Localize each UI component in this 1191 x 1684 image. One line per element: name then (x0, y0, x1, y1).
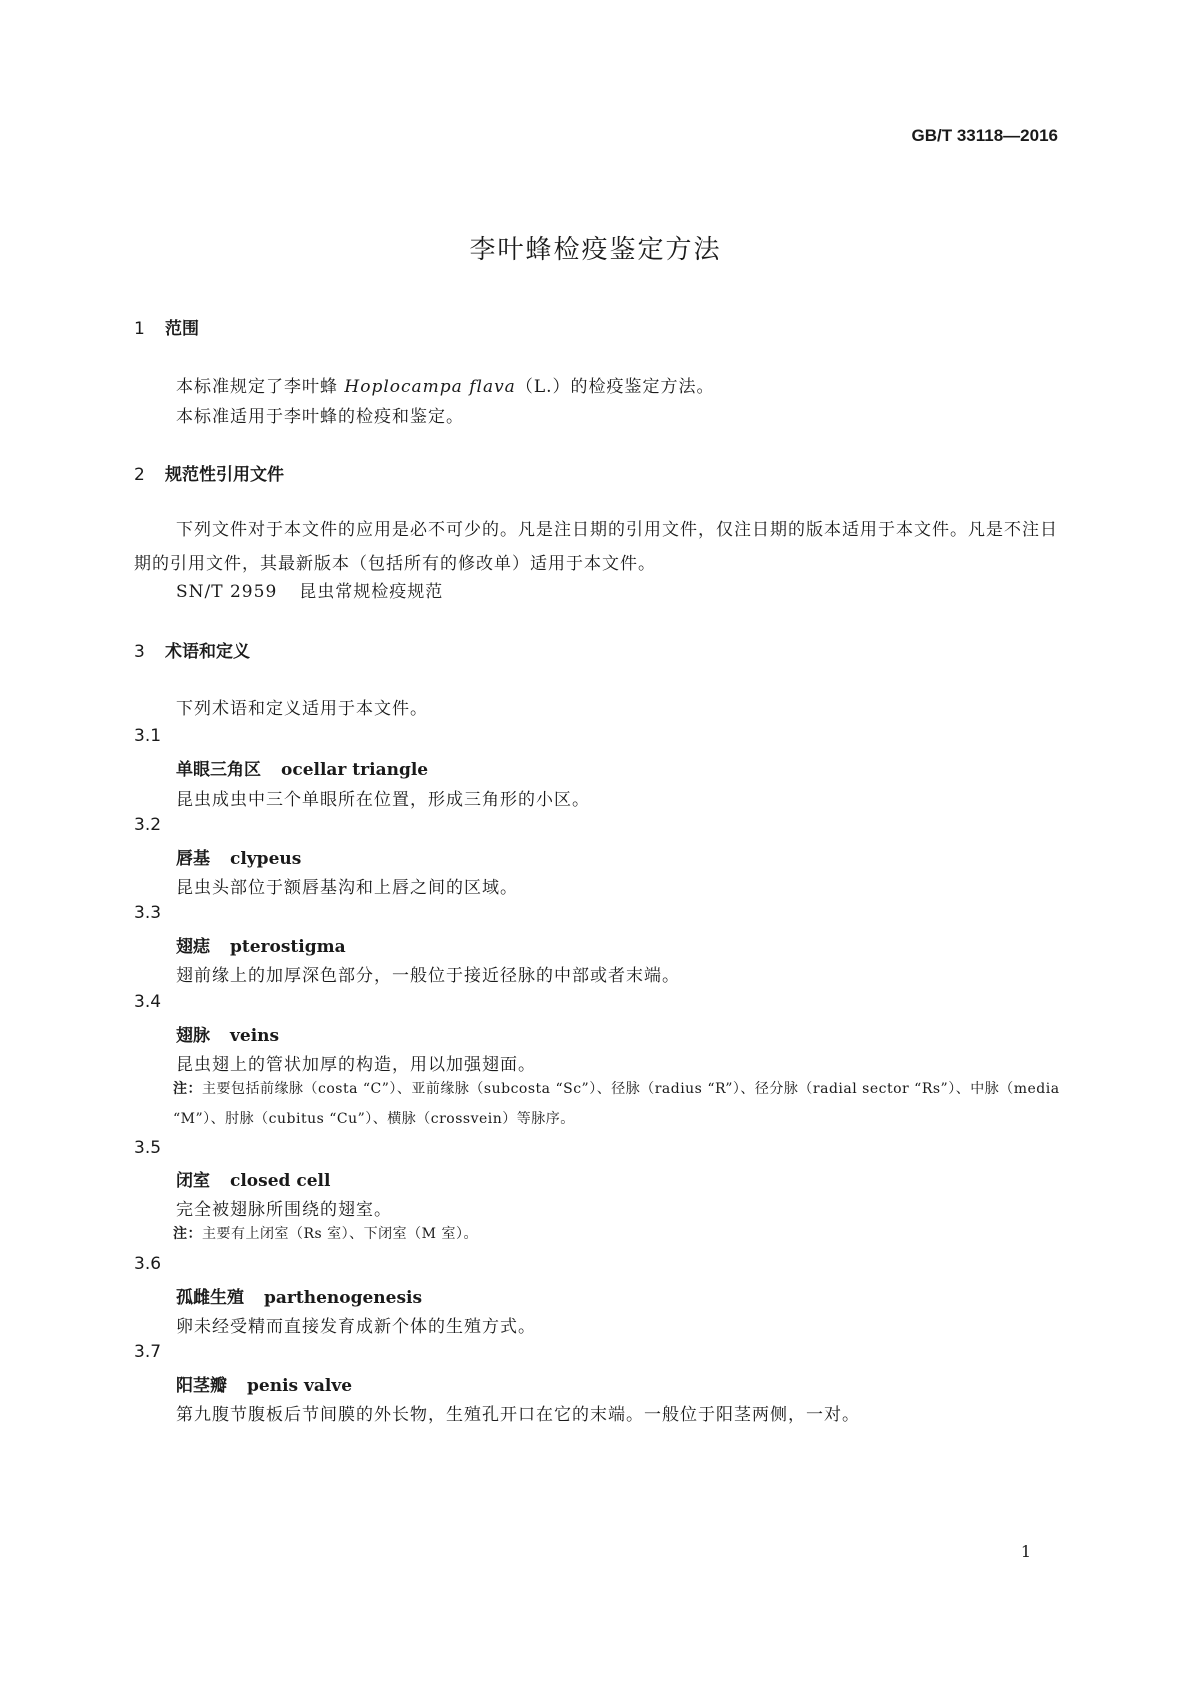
section-number: 3 (134, 642, 145, 662)
term-en: veins (230, 1026, 280, 1046)
term-heading (176, 755, 428, 780)
terms-intro: 下列术语和定义适用于本文件。 (176, 699, 428, 719)
term-note (173, 1219, 1061, 1249)
term-zh: 唇基 (176, 849, 210, 869)
reference-entry (176, 577, 443, 602)
clause-number: 3.2 (134, 815, 162, 835)
section-heading-terms (134, 637, 250, 662)
term-en: clypeus (230, 849, 302, 869)
term-definition: 第九腹节腹板后节间膜的外长物，生殖孔开口在它的末端。一般位于阳茎两侧，一对。 (176, 1405, 860, 1425)
term-heading (176, 1371, 352, 1396)
term-heading (176, 932, 346, 957)
clause-number: 3.5 (134, 1138, 162, 1158)
term-en: closed cell (230, 1171, 331, 1191)
term-definition: 翅前缘上的加厚深色部分，一般位于接近径脉的中部或者末端。 (176, 966, 680, 986)
term-heading (176, 844, 301, 869)
term-definition: 卵未经受精而直接发育成新个体的生殖方式。 (176, 1317, 536, 1337)
clause-number: 3.3 (134, 903, 162, 923)
note-label: 注： (173, 1081, 202, 1097)
term-en: parthenogenesis (264, 1288, 423, 1308)
term-zh: 阳茎瓣 (176, 1376, 227, 1396)
note-text: 主要有上闭室（Rs 室）、下闭室（M 室）。 (202, 1226, 478, 1242)
section-number: 2 (134, 465, 145, 485)
note-label: 注： (173, 1226, 202, 1242)
term-heading (176, 1166, 330, 1191)
clause-number: 3.6 (134, 1254, 162, 1274)
term-heading (176, 1283, 422, 1308)
references-paragraph: 下列文件对于本文件的应用是必不可少的。凡是注日期的引用文件，仅注日期的版本适用于本文件。凡是不注日期的引用文件，其最新版本（包括所有的修改单）适用于本文件。 (134, 520, 1058, 574)
term-zh: 闭室 (176, 1171, 210, 1191)
section-heading-references (134, 460, 284, 485)
term-zh: 单眼三角区 (176, 760, 261, 780)
section-title: 范围 (165, 319, 199, 339)
section-heading-scope (134, 314, 199, 339)
note-text: 主要包括前缘脉（costa “C”）、亚前缘脉（subcosta “Sc”）、径脉（radius “R”）、径分脉（radial sector “Rs”）、中脉（media “M”）、肘脉（cubitus “Cu”）、横脉（crossvein）等脉序。 (173, 1081, 1060, 1127)
term-definition: 昆虫头部位于额唇基沟和上唇之间的区域。 (176, 878, 518, 898)
term-heading (176, 1021, 279, 1046)
clause-number: 3.1 (134, 726, 162, 746)
term-definition: 昆虫翅上的管状加厚的构造，用以加强翅面。 (176, 1055, 536, 1075)
section-title: 术语和定义 (165, 642, 250, 662)
term-definition: 完全被翅脉所围绕的翅室。 (176, 1200, 392, 1220)
clause-number: 3.4 (134, 992, 162, 1012)
term-zh: 翅痣 (176, 937, 210, 957)
scope-text: （L.）的检疫鉴定方法。 (515, 377, 715, 397)
clause-number: 3.7 (134, 1342, 162, 1362)
term-en: penis valve (247, 1376, 353, 1396)
term-note (173, 1074, 1061, 1134)
standard-code: GB/T 33118—2016 (911, 126, 1058, 145)
term-definition: 昆虫成虫中三个单眼所在位置，形成三角形的小区。 (176, 790, 590, 810)
section-number: 1 (134, 319, 145, 339)
term-en: ocellar triangle (281, 760, 429, 780)
term-zh: 孤雌生殖 (176, 1288, 244, 1308)
scope-paragraph-1 (176, 372, 715, 397)
page-number: 1 (1020, 1542, 1031, 1561)
scope-paragraph-2: 本标准适用于李叶蜂的检疫和鉴定。 (176, 407, 464, 427)
document-title: 李叶蜂检疫鉴定方法 (469, 235, 722, 265)
reference-code: SN/T 2959 (176, 582, 278, 602)
reference-title: 昆虫常规检疫规范 (299, 582, 444, 602)
scope-text: 本标准规定了李叶蜂 (176, 377, 345, 397)
term-zh: 翅脉 (176, 1026, 210, 1046)
section-title: 规范性引用文件 (165, 465, 284, 485)
term-en: pterostigma (230, 937, 346, 957)
species-name: Hoplocampa flava (344, 377, 516, 397)
